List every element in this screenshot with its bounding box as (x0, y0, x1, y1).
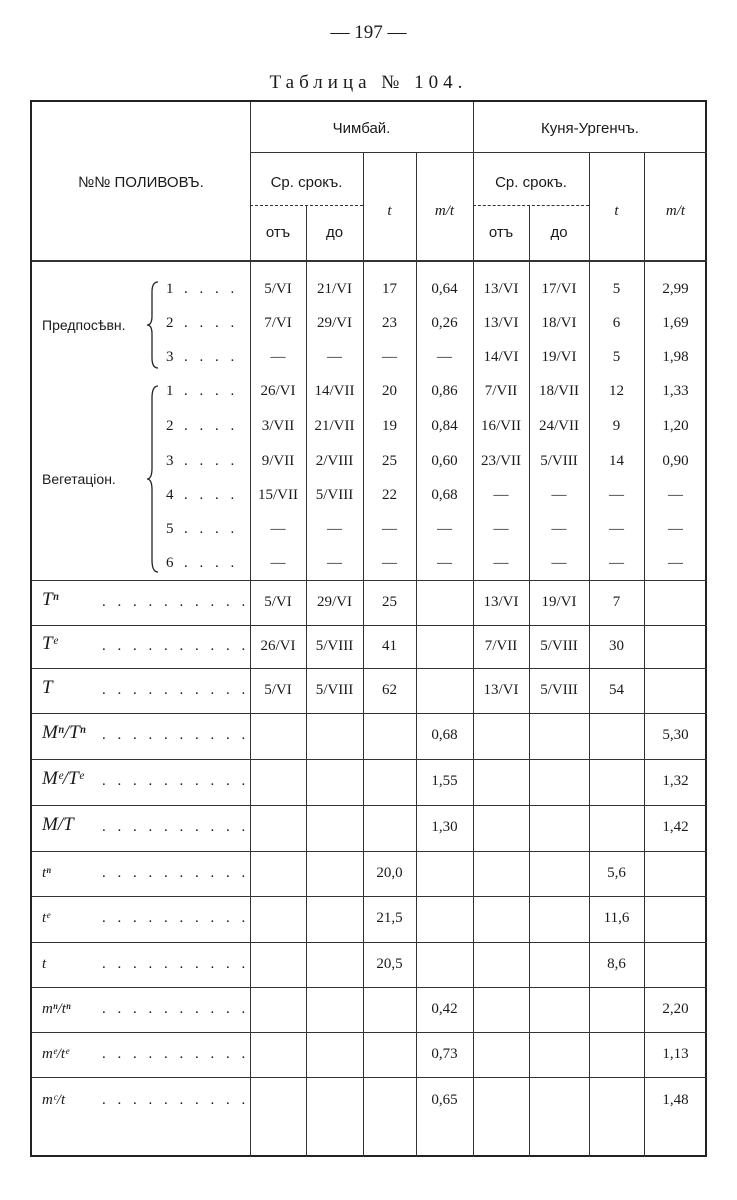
table-cell: 21,5 (376, 910, 403, 926)
kunya-do-header: до (550, 224, 568, 241)
table-cell: 12 (609, 383, 624, 399)
vegetation-label: Вегетаціон. (42, 471, 116, 487)
leader-dots: . . . . (184, 487, 239, 503)
table-cell: — (382, 555, 397, 571)
column-rule (416, 152, 417, 1157)
row-rule (32, 625, 707, 626)
row-rule (32, 1032, 707, 1033)
table-cell: 54 (609, 682, 624, 698)
table-title: Таблица № 104. (269, 72, 468, 93)
summary-label: Tⁿ (42, 589, 59, 610)
header-rule (473, 205, 589, 206)
table-cell: — (437, 521, 452, 537)
data-table (30, 100, 707, 1157)
table-cell: 0,68 (431, 487, 458, 503)
table-cell: 0,73 (431, 1046, 458, 1062)
summary-label: Mⁿ/Tⁿ (42, 722, 86, 743)
table-cell: — (437, 349, 452, 365)
vegetation-brace (146, 384, 160, 574)
predposev-label: Предпосѣвн. (42, 317, 126, 333)
table-cell: 23 (382, 315, 397, 331)
table-cell: — (437, 555, 452, 571)
table-cell: — (609, 555, 624, 571)
table-cell: 9 (612, 418, 621, 434)
leader-dots: . . . . (184, 418, 239, 434)
table-cell: 26/VI (260, 638, 296, 654)
table-cell: 0,64 (431, 281, 458, 297)
section-rule (32, 580, 707, 581)
table-cell: 0,26 (431, 315, 458, 331)
table-cell: — (327, 521, 342, 537)
watering-number: 2 (166, 315, 174, 331)
table-cell: — (668, 487, 683, 503)
table-cell: — (551, 555, 567, 571)
table-cell: 14 (609, 453, 624, 469)
header-bottom-rule (32, 260, 707, 262)
leader-dots: . . . . . . . . . . (102, 910, 250, 926)
table-cell: 62 (382, 682, 397, 698)
table-cell: 1,33 (662, 383, 689, 399)
predposev-brace (146, 280, 160, 370)
table-cell: 25 (382, 453, 397, 469)
table-cell: 5/VIII (315, 487, 354, 503)
table-cell: 5/VIII (315, 638, 354, 654)
row-rule (32, 713, 707, 714)
table-cell: — (327, 349, 342, 365)
column-rule (363, 152, 364, 1157)
table-cell: — (382, 521, 397, 537)
watering-number: 1 (166, 383, 174, 399)
table-cell: 13/VI (483, 315, 519, 331)
leader-dots: . . . . . . . . . . (102, 727, 250, 743)
table-cell: 5/VIII (540, 682, 578, 698)
table-cell: 2,99 (662, 281, 689, 297)
row-rule (32, 987, 707, 988)
table-cell: 6 (612, 315, 621, 331)
table-cell: 16/VII (481, 418, 521, 434)
summary-label: M/T (42, 814, 74, 835)
chimbay-do-header: до (325, 224, 344, 241)
table-cell: 0,90 (662, 453, 689, 469)
column-rule (644, 152, 645, 1157)
table-cell: 20,5 (376, 956, 403, 972)
table-cell: 0,68 (431, 727, 458, 743)
kunya-mt-header: m/t (665, 203, 686, 219)
summary-label: tᵉ (42, 910, 51, 926)
table-cell: 0,86 (431, 383, 458, 399)
summary-label: T (42, 677, 53, 698)
table-cell: — (493, 555, 509, 571)
table-cell: 5/VI (264, 281, 292, 297)
table-cell: — (270, 555, 286, 571)
table-cell: 8,6 (607, 956, 626, 972)
table-cell: 20,0 (376, 865, 403, 881)
table-cell: — (609, 487, 624, 503)
row-rule (32, 759, 707, 760)
row-label-header: №№ ПОЛИВОВЪ. (78, 174, 204, 191)
table-cell: 20 (382, 383, 397, 399)
leader-dots: . . . . (184, 453, 239, 469)
table-cell: 7/VII (484, 383, 518, 399)
leader-dots: . . . . (184, 315, 239, 331)
table-cell: 13/VI (483, 682, 519, 698)
summary-label: tⁿ (42, 865, 51, 881)
table-cell: 0,65 (431, 1092, 458, 1108)
watering-number: 3 (166, 453, 174, 469)
table-cell: 0,84 (431, 418, 458, 434)
summary-label: mᶜ/t (42, 1092, 66, 1108)
leader-dots: . . . . (184, 349, 239, 365)
row-rule (32, 851, 707, 852)
leader-dots: . . . . (184, 281, 239, 297)
table-cell: 1,98 (662, 349, 689, 365)
summary-label: mᵉ/tᵉ (42, 1046, 70, 1062)
table-cell: 21/VII (314, 418, 355, 434)
kunya-srok-header: Ср. срокъ. (495, 174, 567, 191)
table-cell: 7/VI (264, 315, 292, 331)
leader-dots: . . . . . . . . . . (102, 638, 250, 654)
row-rule (32, 668, 707, 669)
table-cell: 1,55 (431, 773, 458, 789)
leader-dots: . . . . (184, 383, 239, 399)
table-cell: 19/VI (541, 594, 577, 610)
header-rule (250, 152, 707, 153)
leader-dots: . . . . . . . . . . (102, 819, 250, 835)
table-cell: — (551, 521, 567, 537)
table-cell: 5/VI (264, 594, 292, 610)
table-cell: 2,20 (662, 1001, 689, 1017)
table-cell: 18/VII (539, 383, 579, 399)
table-cell: — (493, 487, 509, 503)
table-cell: 24/VII (539, 418, 579, 434)
leader-dots: . . . . . . . . . . (102, 1046, 250, 1062)
table-cell: 30 (609, 638, 624, 654)
column-rule (529, 205, 530, 1157)
table-cell: 5 (612, 349, 621, 365)
kunya-ot-header: отъ (488, 224, 514, 241)
leader-dots: . . . . (184, 555, 239, 571)
table-cell: 3/VII (261, 418, 295, 434)
kunya-urgench-header: Куня-Ургенчъ. (541, 120, 639, 137)
table-cell: 1,13 (662, 1046, 689, 1062)
table-cell: — (270, 349, 286, 365)
summary-label: Tᵉ (42, 633, 58, 654)
leader-dots: . . . . . . . . . . (102, 865, 250, 881)
leader-dots: . . . . . . . . . . (102, 956, 250, 972)
table-cell: 11,6 (603, 910, 630, 926)
table-cell: 2/VIII (315, 453, 354, 469)
table-cell: — (668, 555, 683, 571)
leader-dots: . . . . . . . . . . (102, 594, 250, 610)
table-cell: 29/VI (317, 594, 352, 610)
table-cell: 17/VI (541, 281, 577, 297)
watering-number: 1 (166, 281, 174, 297)
leader-dots: . . . . . . . . . . (102, 1092, 250, 1108)
column-rule (473, 102, 474, 1157)
table-cell: 13/VI (483, 281, 519, 297)
summary-label: Mᵉ/Tᵉ (42, 768, 84, 789)
table-cell: 19/VI (541, 349, 577, 365)
table-cell: 14/VII (314, 383, 355, 399)
leader-dots: . . . . . . . . . . (102, 1001, 250, 1017)
table-cell: 5/VIII (540, 453, 578, 469)
table-cell: 41 (382, 638, 397, 654)
chimbay-t-header: t (387, 203, 392, 219)
chimbay-ot-header: отъ (265, 224, 291, 241)
summary-label: t (42, 956, 47, 972)
watering-number: 2 (166, 418, 174, 434)
table-cell: 5/VI (264, 682, 292, 698)
table-cell: — (551, 487, 567, 503)
table-cell: 0,42 (431, 1001, 458, 1017)
table-cell: 5,30 (662, 727, 689, 743)
table-cell: 5 (612, 281, 621, 297)
table-cell: 23/VII (481, 453, 521, 469)
table-cell: 7 (612, 594, 621, 610)
table-cell: 9/VII (261, 453, 295, 469)
table-cell: — (609, 521, 624, 537)
table-cell: 17 (382, 281, 397, 297)
table-cell: 15/VII (258, 487, 298, 503)
table-cell: 1,69 (662, 315, 689, 331)
leader-dots: . . . . (184, 521, 239, 537)
row-rule (32, 1077, 707, 1078)
watering-number: 4 (166, 487, 174, 503)
leader-dots: . . . . . . . . . . (102, 773, 250, 789)
table-cell: 26/VI (260, 383, 296, 399)
column-rule (589, 152, 590, 1157)
table-cell: 5,6 (607, 865, 626, 881)
table-cell: 19 (382, 418, 397, 434)
table-cell: 18/VI (541, 315, 577, 331)
column-rule (250, 102, 251, 1157)
table-cell: 1,20 (662, 418, 689, 434)
summary-label: mⁿ/tⁿ (42, 1001, 71, 1017)
row-rule (32, 896, 707, 897)
table-cell: 1,30 (431, 819, 458, 835)
table-cell: 22 (382, 487, 397, 503)
table-cell: 5/VIII (540, 638, 578, 654)
table-cell: 1,42 (662, 819, 689, 835)
table-cell: 13/VI (483, 594, 519, 610)
table-cell: — (270, 521, 286, 537)
row-rule (32, 805, 707, 806)
kunya-t-header: t (614, 203, 619, 219)
table-cell: — (493, 521, 509, 537)
chimbay-mt-header: m/t (434, 203, 455, 219)
watering-number: 3 (166, 349, 174, 365)
table-cell: 1,32 (662, 773, 689, 789)
table-cell: 29/VI (317, 315, 352, 331)
table-cell: 25 (382, 594, 397, 610)
watering-number: 6 (166, 555, 174, 571)
table-cell: 0,60 (431, 453, 458, 469)
row-rule (32, 942, 707, 943)
page-number: — 197 — (330, 22, 407, 43)
column-rule (306, 205, 307, 1157)
leader-dots: . . . . . . . . . . (102, 682, 250, 698)
table-cell: — (668, 521, 683, 537)
table-cell: 7/VII (484, 638, 518, 654)
chimbay-srok-header: Ср. срокъ. (270, 174, 343, 191)
table-cell: 14/VI (483, 349, 519, 365)
table-cell: 21/VI (317, 281, 352, 297)
table-cell: — (327, 555, 342, 571)
table-cell: 5/VIII (315, 682, 354, 698)
table-cell: — (382, 349, 397, 365)
watering-number: 5 (166, 521, 174, 537)
table-cell: 1,48 (662, 1092, 689, 1108)
chimbay-header: Чимбай. (332, 120, 391, 137)
